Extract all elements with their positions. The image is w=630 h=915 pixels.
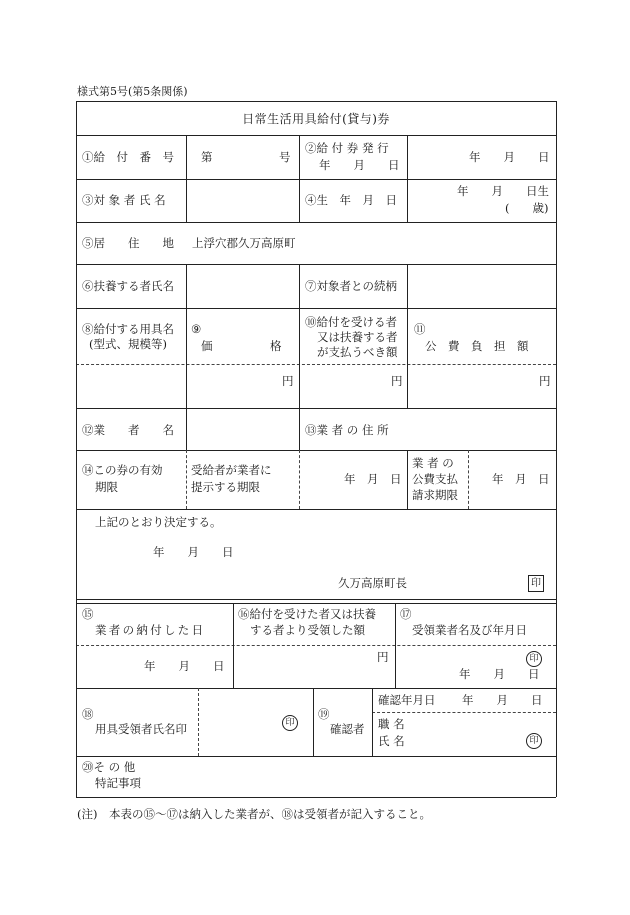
- confirmer-number: ⑲: [318, 707, 330, 721]
- vendor-name-label: ⑫業 者 名: [82, 423, 174, 437]
- birthdate-value: 年 月 日生: [457, 184, 549, 198]
- confirmer-label: 確認者: [330, 722, 365, 736]
- billing-label-2: 公費支払: [412, 472, 458, 486]
- confirmer-name-label: 氏 名: [378, 734, 405, 748]
- received-amount-label-2: する者より受領した額: [250, 623, 365, 637]
- public-burden-number: ⑪: [414, 322, 426, 336]
- validity-label-2: 期限: [95, 480, 118, 494]
- confirm-date-value: 年 月 日: [462, 693, 543, 707]
- birthdate-label: ④生 年 月 日: [305, 193, 397, 207]
- device-receiver-number: ⑱: [82, 707, 94, 721]
- grant-number-suffix: 号: [279, 150, 291, 164]
- residence-label: ⑤居 住 地: [82, 236, 174, 250]
- mayor-title: 久万高原町長: [338, 576, 407, 590]
- grant-number-label: ①給 付 番 号: [82, 150, 174, 164]
- receiving-vendor-date: 年 月 日: [459, 667, 540, 681]
- issue-date-value: 年 月 日: [469, 150, 550, 164]
- age-value: ( 歳): [505, 201, 549, 215]
- price-number: ⑨: [191, 322, 202, 336]
- presentation-label-1: 受給者が業者に: [191, 463, 272, 477]
- billing-label-1: 業 者 の: [412, 456, 454, 470]
- copay-label-3: が支払うべき額: [317, 345, 398, 359]
- issue-date-label-2: 年 月 日: [319, 158, 400, 172]
- form-number-label: 様式第5号(第5条関係): [77, 85, 188, 98]
- copay-label-1: ⑩給付を受ける者: [305, 315, 397, 329]
- billing-label-3: 請求期限: [412, 488, 458, 502]
- device-receiver-label: 用具受領者氏名印: [95, 722, 187, 736]
- receiving-vendor-label: 受領業者名及び年月日: [412, 623, 527, 637]
- public-burden-label: 公 費 負 担 額: [425, 339, 529, 353]
- received-amount-yen: 円: [377, 650, 389, 664]
- other-notes-label-1: ⑳そ の 他: [82, 760, 136, 774]
- public-burden-yen: 円: [539, 374, 551, 388]
- copay-yen: 円: [391, 374, 403, 388]
- job-title-label: 職 名: [378, 717, 405, 731]
- form-title: 日常生活用具給付(貸与)券: [242, 112, 390, 126]
- grant-number-prefix: 第: [201, 150, 213, 164]
- received-amount-label-1: ⑯給付を受けた者又は扶養: [238, 607, 376, 621]
- vendor-seal: 印: [526, 651, 542, 667]
- price-yen: 円: [282, 374, 294, 388]
- relationship-label: ⑦対象者との続柄: [305, 279, 397, 293]
- presentation-label-2: 提示する期限: [191, 480, 260, 494]
- decision-text: 上記のとおり決定する。: [95, 515, 222, 529]
- mayor-seal: 印: [528, 575, 544, 592]
- decision-date: 年 月 日: [153, 545, 234, 559]
- device-name-label: ⑧給付する用具名: [82, 322, 174, 336]
- receiving-vendor-number: ⑰: [400, 607, 412, 621]
- delivery-date-number: ⑮: [82, 607, 94, 621]
- copay-label-2: 又は扶養する者: [317, 330, 398, 344]
- footnote: (注) 本表の⑮〜⑰は納入した業者が、⑱は受領者が記入すること。: [77, 807, 431, 821]
- confirm-date-label: 確認年月日: [378, 693, 436, 707]
- billing-date: 年 月 日: [492, 472, 550, 486]
- device-model-label: (型式、規模等): [89, 337, 167, 351]
- price-label: 価 格: [201, 339, 282, 353]
- presentation-date: 年 月 日: [344, 472, 402, 486]
- receiver-seal: 印: [282, 715, 298, 731]
- issue-date-label: ②給 付 券 発 行: [305, 141, 389, 155]
- recipient-name-label: ③対 象 者 氏 名: [82, 193, 166, 207]
- supporter-name-label: ⑥扶養する者氏名: [82, 279, 174, 293]
- residence-value: 上浮穴郡久万高原町: [192, 236, 296, 250]
- validity-label-1: ⑭この券の有効: [82, 463, 163, 477]
- vendor-address-label: ⑬業 者 の 住 所: [305, 423, 389, 437]
- delivery-date-value: 年 月 日: [144, 659, 225, 673]
- confirmer-seal: 印: [526, 733, 542, 749]
- other-notes-label-2: 特記事項: [95, 776, 141, 790]
- delivery-date-label: 業者の納付した日: [95, 623, 206, 637]
